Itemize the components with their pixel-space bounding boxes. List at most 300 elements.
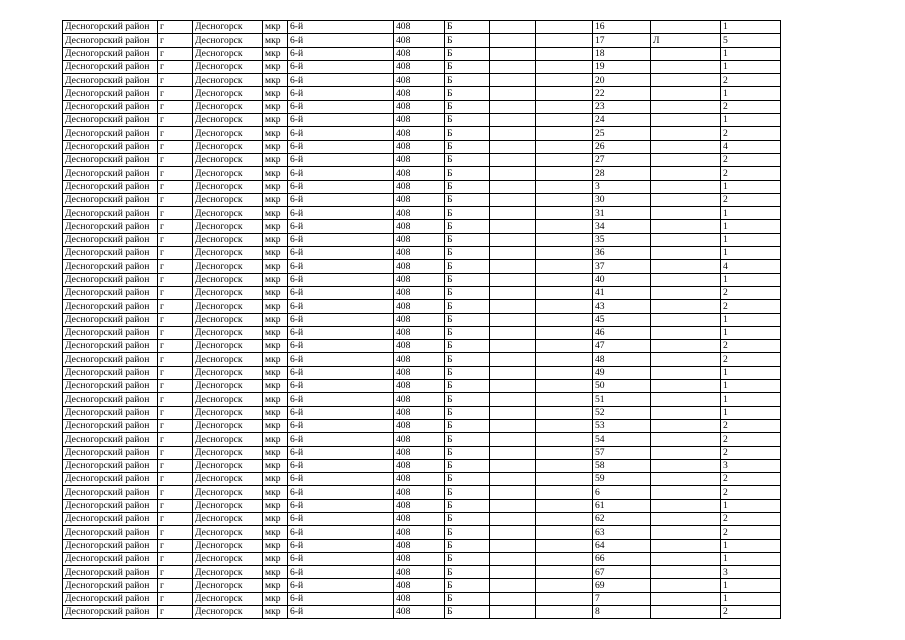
street-type-cell: мкр (263, 87, 288, 100)
house-number-cell: 45 (593, 313, 651, 326)
house-suffix-cell (651, 87, 721, 100)
street-cell: 6-й (288, 592, 394, 605)
house-suffix-cell (651, 539, 721, 552)
table-row (63, 100, 781, 113)
district-cell: Десногорский район (63, 446, 158, 459)
table-row (63, 393, 781, 406)
letter-cell: Б (445, 21, 490, 34)
empty-cell-9 (536, 592, 593, 605)
house-number-cell: 31 (593, 207, 651, 220)
count-cell: 2 (721, 74, 781, 87)
street-type-cell: мкр (263, 326, 288, 339)
settlement-cell: Десногорск (193, 247, 263, 260)
street-cell: 6-й (288, 140, 394, 153)
settlement-type-cell: г (158, 406, 193, 419)
street-type-cell: мкр (263, 486, 288, 499)
settlement-cell: Десногорск (193, 552, 263, 565)
table-row (63, 512, 781, 525)
house-number-cell: 18 (593, 47, 651, 60)
settlement-type-cell: г (158, 473, 193, 486)
table-row (63, 34, 781, 47)
street-type-cell: мкр (263, 21, 288, 34)
empty-cell-8 (490, 579, 536, 592)
settlement-type-cell: г (158, 353, 193, 366)
settlement-cell: Десногорск (193, 566, 263, 579)
letter-cell: Б (445, 100, 490, 113)
empty-cell-8 (490, 446, 536, 459)
street-type-cell: мкр (263, 100, 288, 113)
settlement-cell: Десногорск (193, 340, 263, 353)
settlement-type-cell: г (158, 419, 193, 432)
empty-cell-8 (490, 406, 536, 419)
empty-cell-8 (490, 47, 536, 60)
street-type-cell: мкр (263, 140, 288, 153)
house-number-cell: 6 (593, 486, 651, 499)
house-suffix-cell (651, 193, 721, 206)
settlement-cell: Десногорск (193, 406, 263, 419)
letter-cell: Б (445, 180, 490, 193)
letter-cell: Б (445, 459, 490, 472)
settlement-type-cell: г (158, 539, 193, 552)
settlement-type-cell: г (158, 260, 193, 273)
empty-cell-9 (536, 353, 593, 366)
table-row (63, 473, 781, 486)
settlement-type-cell: г (158, 486, 193, 499)
empty-cell-8 (490, 393, 536, 406)
house-number-cell: 30 (593, 193, 651, 206)
street-cell: 6-й (288, 34, 394, 47)
table-row (63, 207, 781, 220)
empty-cell-9 (536, 419, 593, 432)
empty-cell-9 (536, 193, 593, 206)
letter-cell: Б (445, 486, 490, 499)
street-cell: 6-й (288, 459, 394, 472)
empty-cell-8 (490, 419, 536, 432)
house-suffix-cell (651, 406, 721, 419)
house-suffix-cell (651, 313, 721, 326)
house-suffix-cell (651, 286, 721, 299)
house-suffix-cell (651, 473, 721, 486)
district-cell: Десногорский район (63, 167, 158, 180)
settlement-type-cell: г (158, 499, 193, 512)
street-type-cell: мкр (263, 260, 288, 273)
table-row (63, 326, 781, 339)
street-type-cell: мкр (263, 34, 288, 47)
district-cell: Десногорский район (63, 87, 158, 100)
empty-cell-8 (490, 180, 536, 193)
street-type-cell: мкр (263, 499, 288, 512)
settlement-type-cell: г (158, 74, 193, 87)
district-cell: Десногорский район (63, 499, 158, 512)
letter-cell: Б (445, 207, 490, 220)
street-type-cell: мкр (263, 526, 288, 539)
empty-cell-9 (536, 526, 593, 539)
settlement-type-cell: г (158, 393, 193, 406)
table-row (63, 552, 781, 565)
street-type-cell: мкр (263, 592, 288, 605)
street-cell: 6-й (288, 512, 394, 525)
house-suffix-cell (651, 419, 721, 432)
code-cell: 408 (394, 220, 445, 233)
count-cell: 1 (721, 313, 781, 326)
district-cell: Десногорский район (63, 300, 158, 313)
settlement-type-cell: г (158, 446, 193, 459)
settlement-type-cell: г (158, 100, 193, 113)
district-cell: Десногорский район (63, 433, 158, 446)
house-suffix-cell (651, 353, 721, 366)
street-cell: 6-й (288, 247, 394, 260)
code-cell: 408 (394, 87, 445, 100)
street-cell: 6-й (288, 167, 394, 180)
code-cell: 408 (394, 260, 445, 273)
house-suffix-cell (651, 579, 721, 592)
count-cell: 1 (721, 180, 781, 193)
house-number-cell: 8 (593, 606, 651, 619)
district-cell: Десногорский район (63, 459, 158, 472)
street-type-cell: мкр (263, 74, 288, 87)
street-cell: 6-й (288, 419, 394, 432)
code-cell: 408 (394, 592, 445, 605)
district-cell: Десногорский район (63, 47, 158, 60)
empty-cell-8 (490, 326, 536, 339)
empty-cell-8 (490, 366, 536, 379)
settlement-cell: Десногорск (193, 459, 263, 472)
district-cell: Десногорский район (63, 579, 158, 592)
table-row (63, 566, 781, 579)
settlement-cell: Десногорск (193, 233, 263, 246)
empty-cell-8 (490, 539, 536, 552)
street-cell: 6-й (288, 606, 394, 619)
district-cell: Десногорский район (63, 140, 158, 153)
settlement-type-cell: г (158, 247, 193, 260)
house-suffix-cell (651, 526, 721, 539)
count-cell: 2 (721, 193, 781, 206)
empty-cell-8 (490, 233, 536, 246)
settlement-cell: Десногорск (193, 486, 263, 499)
settlement-cell: Десногорск (193, 167, 263, 180)
table-row (63, 539, 781, 552)
count-cell: 1 (721, 539, 781, 552)
empty-cell-8 (490, 207, 536, 220)
district-cell: Десногорский район (63, 247, 158, 260)
count-cell: 1 (721, 233, 781, 246)
empty-cell-9 (536, 579, 593, 592)
house-number-cell: 67 (593, 566, 651, 579)
settlement-cell: Десногорск (193, 579, 263, 592)
empty-cell-9 (536, 60, 593, 73)
empty-cell-9 (536, 74, 593, 87)
house-suffix-cell (651, 21, 721, 34)
empty-cell-9 (536, 127, 593, 140)
empty-cell-8 (490, 60, 536, 73)
table-row (63, 220, 781, 233)
count-cell: 2 (721, 100, 781, 113)
table-row (63, 140, 781, 153)
house-suffix-cell (651, 592, 721, 605)
table-row (63, 606, 781, 619)
settlement-type-cell: г (158, 21, 193, 34)
letter-cell: Б (445, 167, 490, 180)
house-suffix-cell (651, 486, 721, 499)
letter-cell: Б (445, 340, 490, 353)
empty-cell-8 (490, 100, 536, 113)
house-suffix-cell (651, 140, 721, 153)
house-number-cell: 7 (593, 592, 651, 605)
district-cell: Десногорский район (63, 127, 158, 140)
letter-cell: Б (445, 220, 490, 233)
settlement-cell: Десногорск (193, 393, 263, 406)
street-cell: 6-й (288, 393, 394, 406)
count-cell: 1 (721, 579, 781, 592)
letter-cell: Б (445, 380, 490, 393)
settlement-cell: Десногорск (193, 47, 263, 60)
district-cell: Десногорский район (63, 74, 158, 87)
street-cell: 6-й (288, 193, 394, 206)
empty-cell-9 (536, 433, 593, 446)
count-cell: 1 (721, 87, 781, 100)
street-cell: 6-й (288, 300, 394, 313)
settlement-cell: Десногорск (193, 313, 263, 326)
settlement-type-cell: г (158, 153, 193, 166)
district-cell: Десногорский район (63, 207, 158, 220)
code-cell: 408 (394, 566, 445, 579)
settlement-cell: Десногорск (193, 74, 263, 87)
settlement-type-cell: г (158, 220, 193, 233)
street-type-cell: мкр (263, 473, 288, 486)
street-type-cell: мкр (263, 366, 288, 379)
house-number-cell: 69 (593, 579, 651, 592)
letter-cell: Б (445, 74, 490, 87)
code-cell: 408 (394, 486, 445, 499)
house-number-cell: 37 (593, 260, 651, 273)
table-body (63, 21, 781, 619)
street-cell: 6-й (288, 233, 394, 246)
table-row (63, 21, 781, 34)
table-row (63, 313, 781, 326)
street-cell: 6-й (288, 60, 394, 73)
code-cell: 408 (394, 153, 445, 166)
code-cell: 408 (394, 247, 445, 260)
street-cell: 6-й (288, 499, 394, 512)
house-suffix-cell (651, 340, 721, 353)
street-cell: 6-й (288, 286, 394, 299)
settlement-type-cell: г (158, 167, 193, 180)
district-cell: Десногорский район (63, 193, 158, 206)
empty-cell-8 (490, 247, 536, 260)
house-number-cell: 35 (593, 233, 651, 246)
district-cell: Десногорский район (63, 233, 158, 246)
house-number-cell: 57 (593, 446, 651, 459)
empty-cell-8 (490, 486, 536, 499)
empty-cell-9 (536, 260, 593, 273)
house-suffix-cell (651, 393, 721, 406)
letter-cell: Б (445, 313, 490, 326)
street-type-cell: мкр (263, 606, 288, 619)
code-cell: 408 (394, 300, 445, 313)
code-cell: 408 (394, 21, 445, 34)
count-cell: 1 (721, 47, 781, 60)
street-cell: 6-й (288, 579, 394, 592)
house-number-cell: 64 (593, 539, 651, 552)
table-row (63, 499, 781, 512)
street-type-cell: мкр (263, 552, 288, 565)
house-number-cell: 49 (593, 366, 651, 379)
code-cell: 408 (394, 526, 445, 539)
settlement-cell: Десногорск (193, 380, 263, 393)
letter-cell: Б (445, 193, 490, 206)
street-type-cell: мкр (263, 47, 288, 60)
letter-cell: Б (445, 366, 490, 379)
table-row (63, 300, 781, 313)
empty-cell-9 (536, 499, 593, 512)
empty-cell-9 (536, 512, 593, 525)
district-cell: Десногорский район (63, 286, 158, 299)
street-cell: 6-й (288, 153, 394, 166)
code-cell: 408 (394, 34, 445, 47)
count-cell: 2 (721, 300, 781, 313)
house-suffix-cell (651, 114, 721, 127)
table-row (63, 87, 781, 100)
settlement-type-cell: г (158, 340, 193, 353)
house-suffix-cell (651, 167, 721, 180)
settlement-type-cell: г (158, 380, 193, 393)
house-number-cell: 54 (593, 433, 651, 446)
street-type-cell: мкр (263, 433, 288, 446)
house-suffix-cell (651, 47, 721, 60)
district-cell: Десногорский район (63, 220, 158, 233)
street-cell: 6-й (288, 566, 394, 579)
house-number-cell: 51 (593, 393, 651, 406)
street-type-cell: мкр (263, 579, 288, 592)
empty-cell-8 (490, 606, 536, 619)
empty-cell-8 (490, 220, 536, 233)
house-number-cell: 46 (593, 326, 651, 339)
house-number-cell: 16 (593, 21, 651, 34)
code-cell: 408 (394, 406, 445, 419)
house-number-cell: 22 (593, 87, 651, 100)
district-cell: Десногорский район (63, 340, 158, 353)
code-cell: 408 (394, 273, 445, 286)
code-cell: 408 (394, 353, 445, 366)
district-cell: Десногорский район (63, 353, 158, 366)
table-row (63, 260, 781, 273)
letter-cell: Б (445, 592, 490, 605)
letter-cell: Б (445, 419, 490, 432)
settlement-type-cell: г (158, 273, 193, 286)
letter-cell: Б (445, 579, 490, 592)
letter-cell: Б (445, 286, 490, 299)
table-row (63, 247, 781, 260)
settlement-cell: Десногорск (193, 419, 263, 432)
letter-cell: Б (445, 393, 490, 406)
empty-cell-8 (490, 153, 536, 166)
code-cell: 408 (394, 552, 445, 565)
empty-cell-9 (536, 552, 593, 565)
letter-cell: Б (445, 446, 490, 459)
letter-cell: Б (445, 539, 490, 552)
empty-cell-8 (490, 459, 536, 472)
street-cell: 6-й (288, 220, 394, 233)
house-suffix-cell (651, 74, 721, 87)
house-suffix-cell (651, 446, 721, 459)
settlement-type-cell: г (158, 127, 193, 140)
empty-cell-9 (536, 114, 593, 127)
empty-cell-9 (536, 313, 593, 326)
house-suffix-cell (651, 60, 721, 73)
settlement-cell: Десногорск (193, 273, 263, 286)
district-cell: Десногорский район (63, 326, 158, 339)
count-cell: 2 (721, 526, 781, 539)
house-number-cell: 41 (593, 286, 651, 299)
house-suffix-cell (651, 459, 721, 472)
table-row (63, 433, 781, 446)
letter-cell: Б (445, 34, 490, 47)
table-row (63, 406, 781, 419)
settlement-cell: Десногорск (193, 21, 263, 34)
street-cell: 6-й (288, 313, 394, 326)
count-cell: 1 (721, 60, 781, 73)
settlement-type-cell: г (158, 114, 193, 127)
empty-cell-9 (536, 539, 593, 552)
code-cell: 408 (394, 512, 445, 525)
empty-cell-9 (536, 167, 593, 180)
street-type-cell: мкр (263, 380, 288, 393)
street-type-cell: мкр (263, 233, 288, 246)
settlement-cell: Десногорск (193, 473, 263, 486)
house-number-cell: 66 (593, 552, 651, 565)
letter-cell: Б (445, 473, 490, 486)
street-type-cell: мкр (263, 153, 288, 166)
code-cell: 408 (394, 366, 445, 379)
count-cell: 1 (721, 552, 781, 565)
table-row (63, 286, 781, 299)
settlement-cell: Десногорск (193, 127, 263, 140)
settlement-type-cell: г (158, 526, 193, 539)
district-cell: Десногорский район (63, 552, 158, 565)
district-cell: Десногорский район (63, 526, 158, 539)
district-cell: Десногорский район (63, 592, 158, 605)
table-row (63, 153, 781, 166)
settlement-cell: Десногорск (193, 260, 263, 273)
code-cell: 408 (394, 419, 445, 432)
empty-cell-8 (490, 526, 536, 539)
count-cell: 2 (721, 153, 781, 166)
empty-cell-8 (490, 273, 536, 286)
street-cell: 6-й (288, 406, 394, 419)
empty-cell-9 (536, 326, 593, 339)
house-suffix-cell (651, 233, 721, 246)
settlement-type-cell: г (158, 366, 193, 379)
settlement-type-cell: г (158, 566, 193, 579)
house-number-cell: 23 (593, 100, 651, 113)
letter-cell: Б (445, 87, 490, 100)
settlement-type-cell: г (158, 326, 193, 339)
empty-cell-8 (490, 114, 536, 127)
district-cell: Десногорский район (63, 60, 158, 73)
house-suffix-cell (651, 512, 721, 525)
house-suffix-cell (651, 260, 721, 273)
code-cell: 408 (394, 47, 445, 60)
settlement-type-cell: г (158, 193, 193, 206)
house-suffix-cell (651, 326, 721, 339)
street-type-cell: мкр (263, 286, 288, 299)
street-cell: 6-й (288, 552, 394, 565)
street-cell: 6-й (288, 127, 394, 140)
street-type-cell: мкр (263, 313, 288, 326)
settlement-cell: Десногорск (193, 326, 263, 339)
code-cell: 408 (394, 233, 445, 246)
table-row (63, 167, 781, 180)
